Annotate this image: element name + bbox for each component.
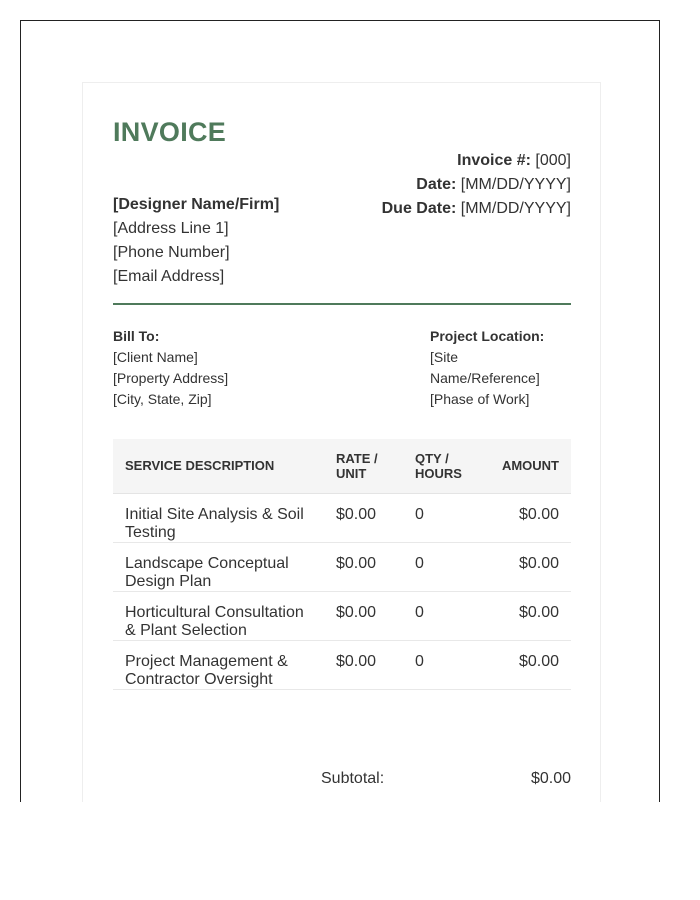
designer-address: [Address Line 1]	[113, 220, 229, 237]
invoice-date-value: [MM/DD/YYYY]	[460, 176, 571, 193]
client-name: [Client Name]	[113, 349, 198, 365]
row-description: Horticultural Consultation & Plant Selection	[113, 591, 324, 640]
header-description: SERVICE DESCRIPTION	[113, 439, 324, 493]
row-qty: 0	[403, 493, 483, 542]
invoice-title: INVOICE	[113, 117, 227, 147]
header-rate-line2: UNIT	[336, 465, 367, 481]
header-rate-line1: RATE /	[336, 450, 378, 466]
subtotal-value: $0.00	[530, 770, 571, 787]
client-city: [City, State, Zip]	[113, 391, 212, 407]
invoice-date-line	[382, 173, 571, 197]
bill-to-block	[113, 326, 228, 410]
row-amount: $0.00	[483, 542, 571, 591]
row-description: Initial Site Analysis & Soil Testing	[113, 493, 324, 542]
services-table	[113, 439, 571, 690]
invoice-number-line	[382, 149, 571, 173]
table-header-row	[113, 439, 571, 493]
invoice-number-label: Invoice #:	[457, 152, 531, 169]
due-date-line	[382, 197, 571, 221]
row-amount: $0.00	[483, 493, 571, 542]
table-row	[113, 542, 571, 591]
project-location-block	[430, 326, 571, 410]
subtotal-label: Subtotal:	[321, 770, 385, 787]
bill-to-label: Bill To:	[113, 328, 160, 344]
designer-block	[113, 193, 279, 289]
row-qty: 0	[403, 640, 483, 689]
header-qty	[403, 439, 483, 493]
header-amount: AMOUNT	[483, 439, 571, 493]
invoice-date-label: Date:	[416, 176, 457, 193]
designer-name: [Designer Name/Firm]	[113, 196, 280, 213]
designer-phone: [Phone Number]	[113, 244, 230, 261]
property-address: [Property Address]	[113, 370, 229, 386]
row-amount: $0.00	[483, 591, 571, 640]
section-divider	[113, 303, 571, 305]
row-rate: $0.00	[324, 542, 403, 591]
header-qty-line1: QTY /	[415, 450, 449, 466]
project-location-label: Project Location:	[430, 328, 545, 344]
row-amount: $0.00	[483, 640, 571, 689]
invoice-number-value: [000]	[535, 152, 571, 169]
table-row	[113, 591, 571, 640]
invoice-meta	[382, 149, 571, 221]
invoice-page	[82, 82, 601, 802]
row-qty: 0	[403, 542, 483, 591]
site-name: [Site Name/Reference]	[430, 349, 540, 386]
row-rate: $0.00	[324, 493, 403, 542]
header-rate	[324, 439, 403, 493]
row-rate: $0.00	[324, 591, 403, 640]
work-phase: [Phase of Work]	[430, 391, 530, 407]
table-row	[113, 640, 571, 689]
designer-email: [Email Address]	[113, 268, 225, 285]
row-rate: $0.00	[324, 640, 403, 689]
row-description: Landscape Conceptual Design Plan	[113, 542, 324, 591]
table-row	[113, 493, 571, 542]
row-description: Project Management & Contractor Oversight	[113, 640, 324, 689]
document-frame	[20, 20, 660, 802]
due-date-value: [MM/DD/YYYY]	[460, 200, 571, 217]
row-qty: 0	[403, 591, 483, 640]
header-qty-line2: HOURS	[415, 465, 462, 481]
due-date-label: Due Date:	[381, 200, 457, 217]
